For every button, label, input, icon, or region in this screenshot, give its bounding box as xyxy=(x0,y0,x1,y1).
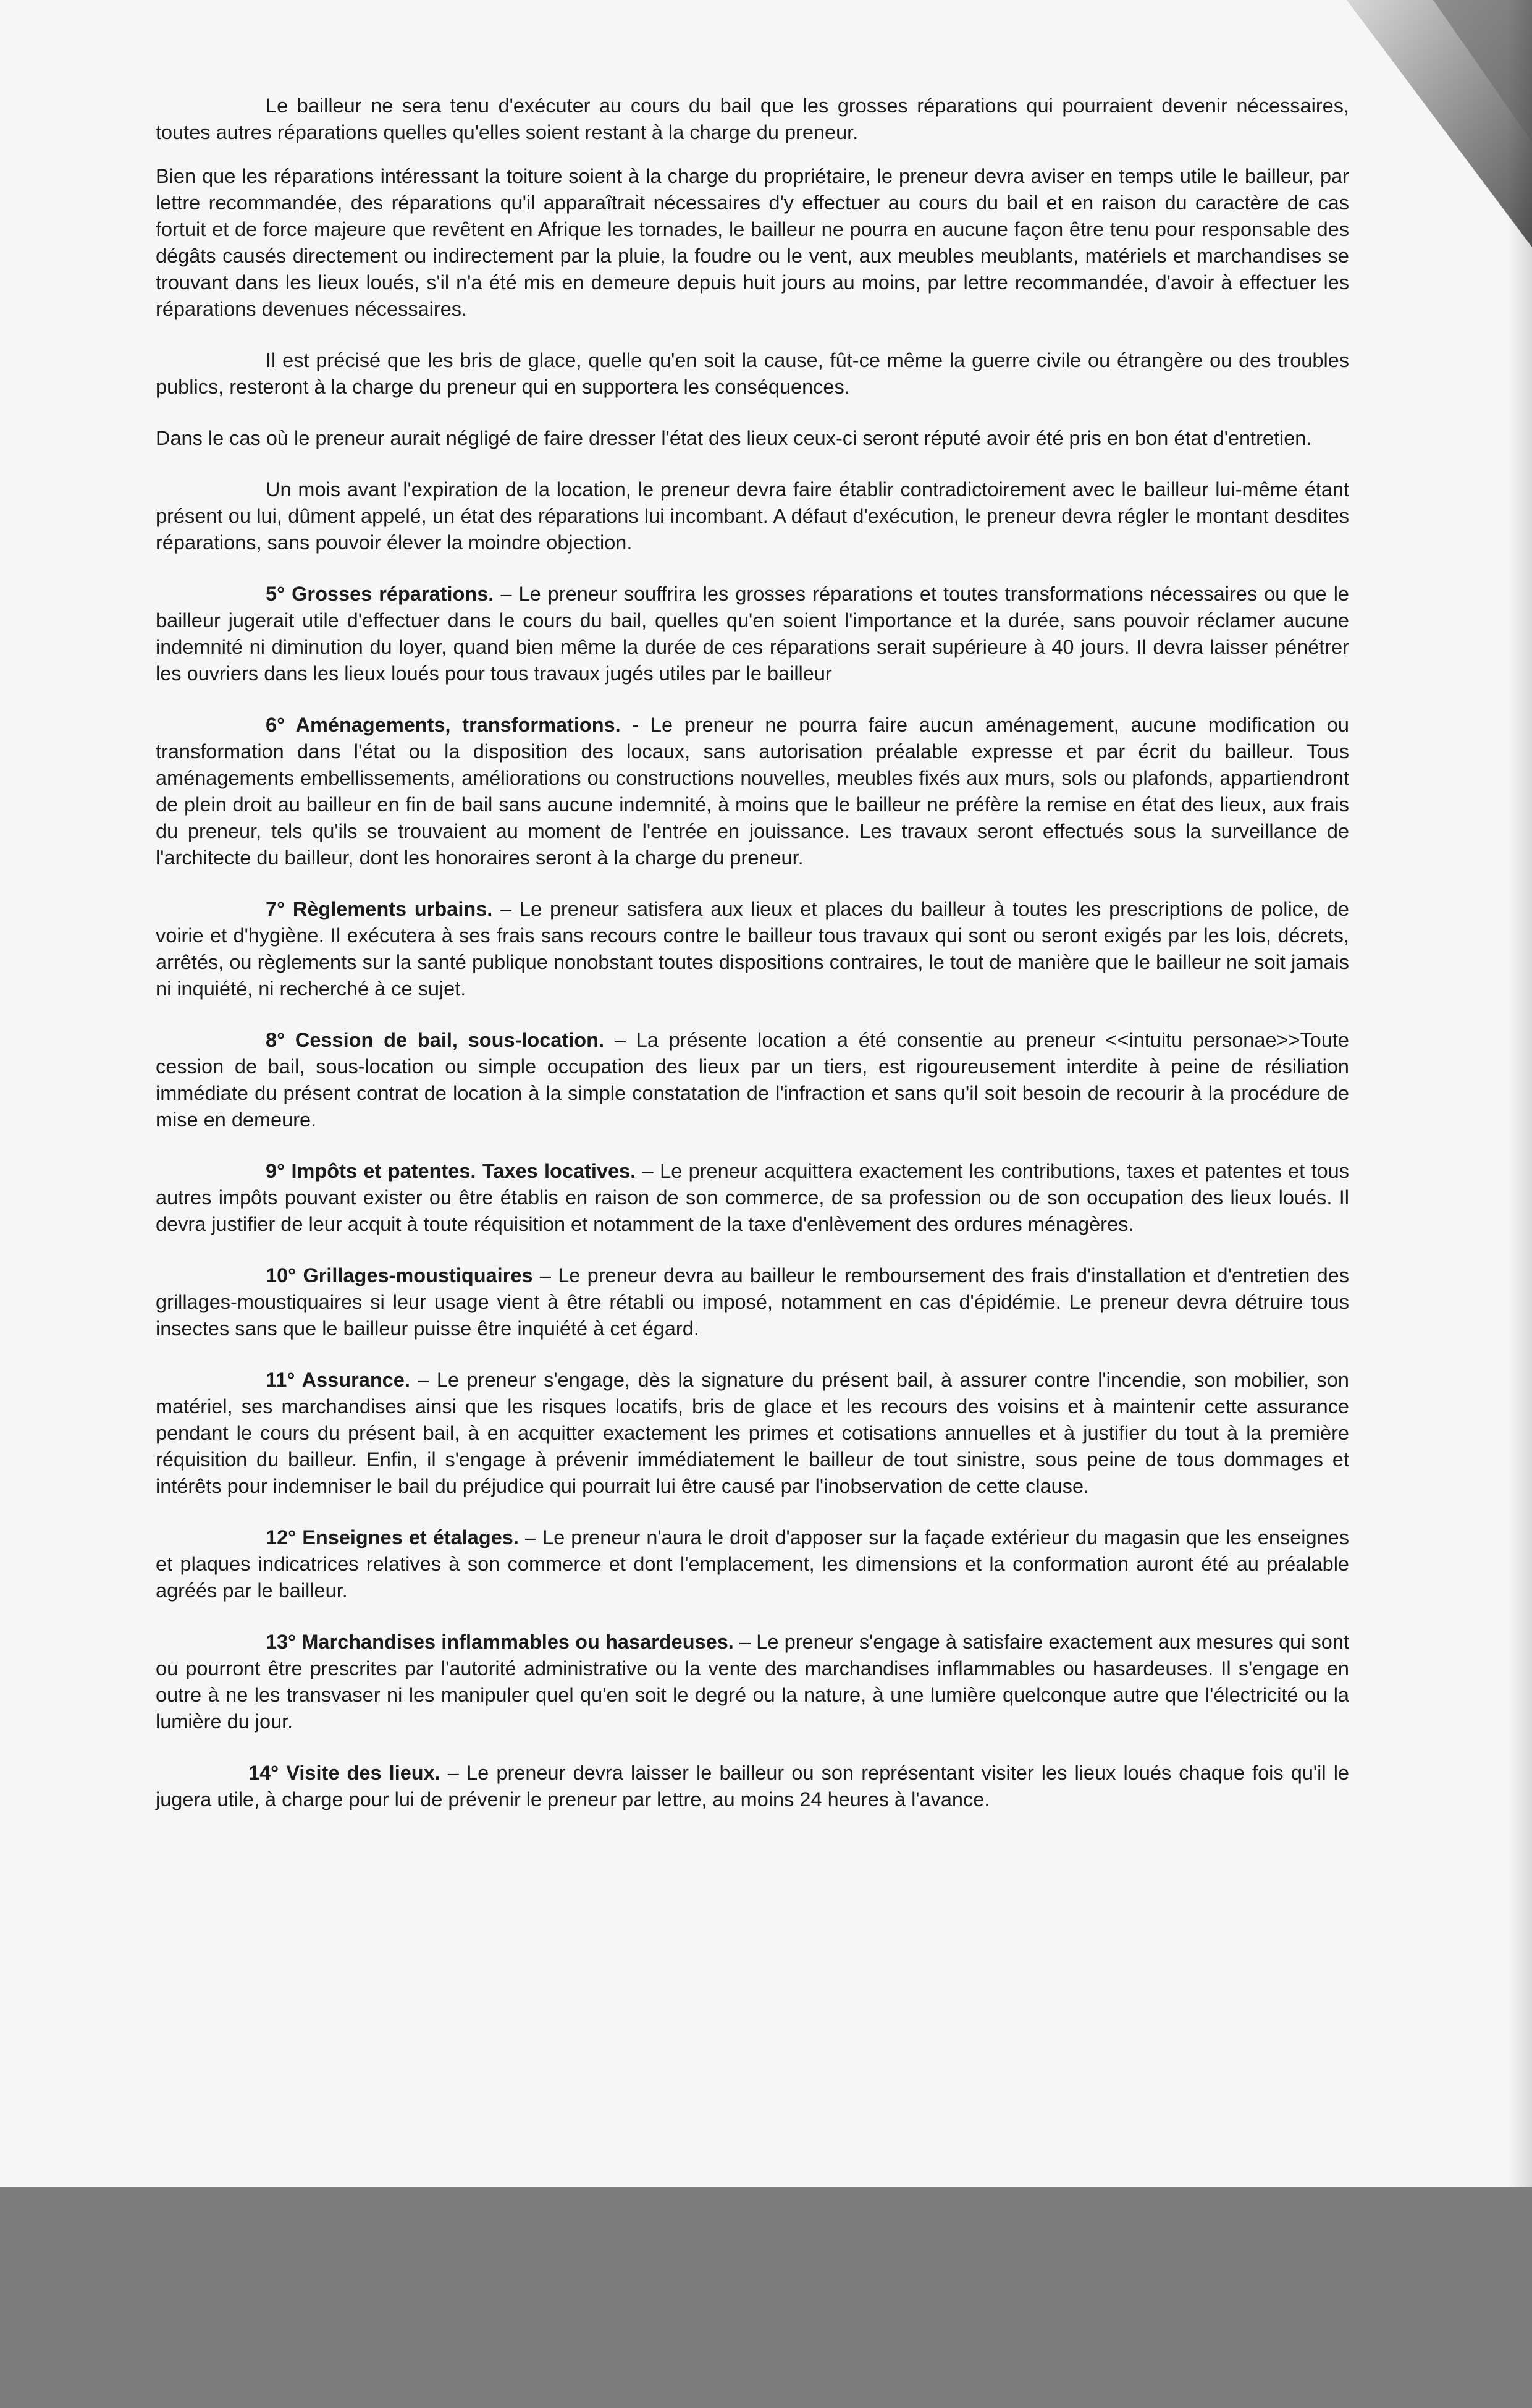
clause-heading: 7° Règlements urbains. xyxy=(266,898,493,920)
paragraph-text: Un mois avant l'expiration de la location, le preneur devra faire établir contradictoirement avec le bailleur lui-même étant présent ou lui, dûment appelé, un état des réparations lui incombant. A défaut d'exécution, le preneur devra régler le montant desdites réparations, sans pouvoir élever la moindre objection. xyxy=(156,478,1349,554)
clause-heading: 9° Impôts et patentes. Taxes locatives. xyxy=(266,1160,636,1182)
clause-text: – Le preneur s'engage à satisfaire exactement aux mesures qui sont ou pourront être prescrites par l'autorité administrative ou la vente des marchandises inflammables ou hasardeuses. Il s'engage en outre à ne les transvaser ni les manipuler quel qu'en soit le degré ou la nature, à une lumière quelconque autre que l'électricité ou la lumière du jour. xyxy=(156,1631,1349,1733)
clause-text: – Le preneur devra au bailleur le remboursement des frais d'installation et d'entretien des grillages-moustiquaires si leur usage vient à être rétabli ou imposé, notamment en cas d'épidémie. Le preneur devra détruire tous insectes sans que le bailleur puisse être inquiété à cet égard. xyxy=(156,1264,1350,1340)
clause-text: – Le preneur s'engage, dès la signature du présent bail, à assurer contre l'incendie, son mobilier, son matériel, ses marchandises ainsi que les risques locatifs, bris de glace et les recours des voisins et à maintenir cette assurance pendant le cours du présent bail, à en acquitter exactement les primes et cotisations annuelles et à justifier du tout à la première réquisition du bailleur. Enfin, il s'engage à prévenir immédiatement le bailleur de tout sinistre, sous peine de tous dommages et intérêts pour indemniser le bail du préjudice qui pourrait lui être causé par l'inobservation de cette clause. xyxy=(156,1369,1350,1497)
clause-5-grosses-reparations xyxy=(156,581,1349,687)
clause-10-grillages-moustiquaires xyxy=(156,1262,1349,1342)
clause-11-assurance xyxy=(156,1367,1349,1500)
scanner-background xyxy=(0,2187,1532,2408)
scan-edge-shadow xyxy=(1507,0,1532,2187)
clause-text: – Le preneur n'aura le droit d'apposer sur la façade extérieur du magasin que les enseignes et plaques indicatrices relatives à son commerce et dont l'emplacement, les dimensions et la conformation auront été au préalable agréés par le bailleur. xyxy=(156,1526,1349,1602)
paragraph-etat-des-lieux xyxy=(156,425,1349,452)
clause-heading: 11° Assurance. xyxy=(266,1369,410,1391)
clause-heading: 14° Visite des lieux. xyxy=(248,1762,440,1784)
clause-9-impots-patentes xyxy=(156,1158,1349,1238)
paragraph-text: Bien que les réparations intéressant la toiture soient à la charge du propriétaire, le preneur devra aviser en temps utile le bailleur, par lettre recommandée, des réparations qu'il apparaîtrait nécessaires d'y effectuer au cours du bail et en raison du caractère de cas fortuit et de force majeure que revêtent en Afrique les tornades, le bailleur ne pourra en aucune façon être tenu pour responsable des dégâts causés directement ou indirectement par la pluie, la foudre ou le vent, aux meubles meublants, matériels et marchandises se trouvant dans les lieux loués, s'il n'a été mis en demeure depuis huit jours au moins, par lettre recommandée, d'avoir à effectuer les réparations devenues nécessaires. xyxy=(156,165,1349,320)
clause-heading: 10° Grillages-moustiquaires xyxy=(266,1264,533,1286)
clause-heading: 13° Marchandises inflammables ou hasardeuses. xyxy=(266,1631,734,1653)
paragraph-text: Il est précisé que les bris de glace, quelle qu'en soit la cause, fût-ce même la guerre civile ou étrangère ou des troubles publics, resteront à la charge du preneur qui en supportera les conséquences. xyxy=(156,349,1349,398)
clause-6-amenagements xyxy=(156,712,1349,871)
clause-14-visite-des-lieux xyxy=(156,1760,1349,1813)
clause-text: – Le preneur souffrira les grosses réparations et toutes transformations nécessaires ou que le bailleur jugerait utile d'effectuer dans le cours du bail, quelles qu'en soient l'importance et la durée, sans pouvoir réclamer aucune indemnité ni diminution du loyer, quand bien même la durée de ces réparations serait supérieure à 40 jours. Il devra laisser pénétrer les ouvriers dans les lieux loués pour tous travaux jugés utiles par le bailleur xyxy=(156,583,1349,685)
clause-text: – Le preneur acquittera exactement les contributions, taxes et patentes et tous autres impôts pouvant exister ou être établis en raison de son commerce, de sa profession ou de son occupation des lieux loués. Il devra justifier de leur acquit à toute réquisition et notamment de la taxe d'enlèvement des ordures ménagères. xyxy=(156,1160,1349,1235)
clause-heading: 5° Grosses réparations. xyxy=(266,583,494,605)
paragraph-text: Le bailleur ne sera tenu d'exécuter au cours du bail que les grosses réparations qui pourraient devenir nécessaires, toutes autres réparations quelles qu'elles soient restant à la charge du preneur. xyxy=(156,95,1349,143)
clause-heading: 6° Aménagements, transformations. xyxy=(266,714,621,736)
paragraph-expiration xyxy=(156,476,1349,556)
paragraph-text: Dans le cas où le preneur aurait négligé de faire dresser l'état des lieux ceux-ci seront réputé avoir été pris en bon état d'entretien. xyxy=(156,427,1312,449)
clause-12-enseignes-etalages xyxy=(156,1524,1349,1604)
clause-text: - Le preneur ne pourra faire aucun aménagement, aucune modification ou transformation dans l'état ou la disposition des locaux, sans autorisation préalable expresse et par écrit du bailleur. Tous aménagements embellissements, améliorations ou constructions nouvelles, meubles fixés aux murs, sols ou plafonds, appartiendront de plein droit au bailleur en fin de bail sans aucune indemnité, à moins que le bailleur ne préfère la remise en état des lieux, aux frais du preneur, tels qu'ils se trouvaient au moment de l'entrée en jouissance. Les travaux seront effectués sous la surveillance de l'architecte du bailleur, dont les honoraires seront à la charge du preneur. xyxy=(156,714,1349,869)
clause-8-cession-de-bail xyxy=(156,1027,1349,1133)
clause-text: – Le preneur satisfera aux lieux et places du bailleur à toutes les prescriptions de police, de voirie et d'hygiène. Il exécutera à ses frais sans recours contre le bailleur tous travaux qui sont ou seront exigés par les lois, décrets, arrêtés, ou règlements sur la santé publique nonobstant toutes dispositions contraires, le tout de manière que le bailleur ne soit jamais ni inquiété, ni recherché à ce sujet. xyxy=(156,898,1349,1000)
clause-heading: 8° Cession de bail, sous-location. xyxy=(266,1029,605,1051)
clause-7-reglements-urbains xyxy=(156,896,1349,1002)
clause-heading: 12° Enseignes et étalages. xyxy=(266,1526,519,1548)
paragraph-bailleur-obligations xyxy=(156,93,1349,146)
paragraph-bris-de-glace xyxy=(156,347,1349,400)
clause-text: – Le preneur devra laisser le bailleur ou son représentant visiter les lieux loués chaque fois qu'il le jugera utile, à charge pour lui de prévenir le preneur par lettre, au moins 24 heures à l'avance. xyxy=(156,1762,1349,1810)
clause-text: – La présente location a été consentie au preneur <<intuitu personae>>Toute cession de bail, sous-location ou simple occupation des lieux par un tiers, est rigoureusement interdite à peine de résiliation immédiate du présent contrat de location à la simple constatation de l'infraction et sans qu'il soit besoin de recourir à la procédure de mise en demeure. xyxy=(156,1029,1349,1131)
clause-13-marchandises-inflammables xyxy=(156,1629,1349,1735)
paragraph-toiture xyxy=(156,163,1349,323)
lease-text-body xyxy=(156,93,1349,1838)
